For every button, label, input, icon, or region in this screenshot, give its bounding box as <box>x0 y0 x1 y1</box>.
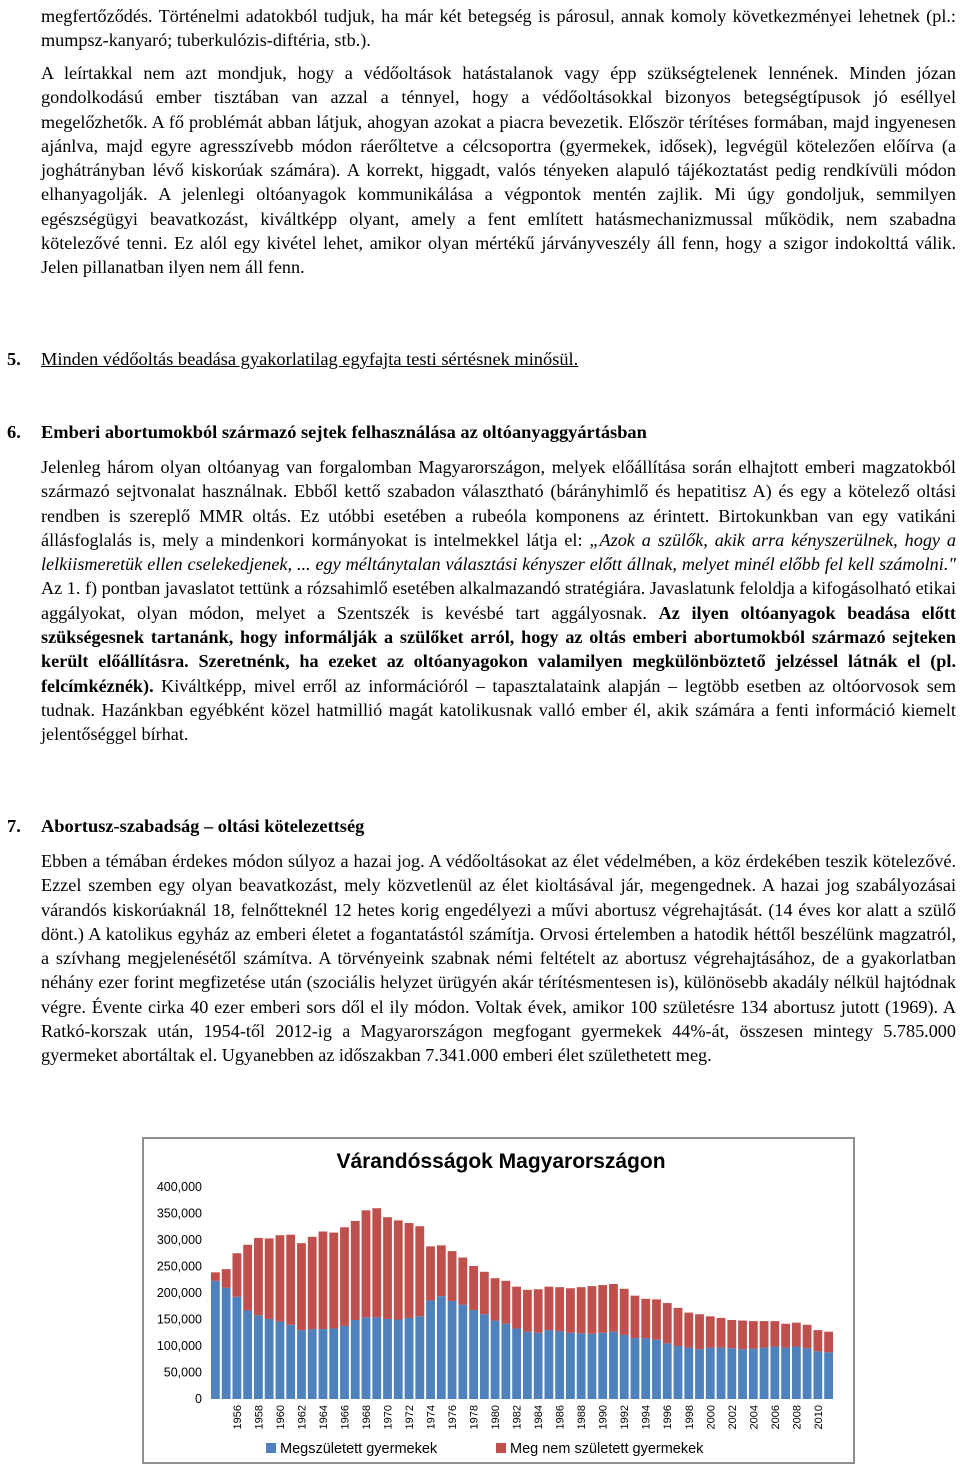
bar-segment <box>770 1347 779 1399</box>
bar-segment <box>286 1325 295 1399</box>
paragraph-intro: megfertőződés. Történelmi adatokból tudjuk, ha már két betegség is párosul, annak komoly következményei lehetnek (pl.: mumpsz-kanyaró; tuberkulózis-diftéria, stb.). <box>41 6 956 51</box>
bar-segment <box>781 1324 790 1348</box>
bar-segment <box>588 1334 597 1399</box>
bar-segment <box>405 1318 414 1399</box>
bar-segment <box>469 1266 478 1310</box>
bar-segment <box>523 1290 532 1332</box>
x-tick-label: 1964 <box>317 1405 330 1430</box>
x-tick-label: 1988 <box>576 1405 589 1430</box>
bar-segment <box>362 1317 371 1399</box>
bar-segment <box>641 1338 650 1399</box>
bar-segment <box>598 1333 607 1399</box>
section-title: Emberi abortumokból származó sejtek felhasználása az oltóanyaggyártásban <box>41 422 647 442</box>
bar-segment <box>555 1331 564 1399</box>
bold-statement: Az ilyen oltóanyagok beadása előtt szükségesnek tartanánk, hogy informálják a szülőket arról, hogy az oltás emberi abortumokból származó sejteken került előállításra. Szeretnénk, ha ezeket az oltóanyagokon valamilyen megkülönböztető jelzéssel látnák el (pl. felcímkéznék). <box>41 602 956 696</box>
bar-segment <box>415 1316 424 1399</box>
y-tick-label: 50,000 <box>163 1365 202 1380</box>
bar-segment <box>308 1329 317 1399</box>
bar-segment <box>706 1316 715 1347</box>
x-tick-label: 1998 <box>683 1405 696 1430</box>
x-tick-label: 1992 <box>619 1405 632 1430</box>
bar-segment <box>222 1288 231 1399</box>
bar-segment <box>781 1348 790 1399</box>
bar-segment <box>458 1305 467 1399</box>
bar-segment <box>426 1300 435 1399</box>
bar-segment <box>760 1321 769 1348</box>
bar-segment <box>469 1310 478 1399</box>
bar-segment <box>329 1329 338 1399</box>
bar-segment <box>351 1320 360 1399</box>
y-tick-label: 150,000 <box>156 1312 202 1327</box>
bar-segment <box>254 1315 263 1399</box>
section-title: Minden védőoltás beadása gyakorlatilag egyfajta testi sértésnek minősül. <box>41 349 579 369</box>
section-7-heading <box>7 814 364 838</box>
bar-segment <box>620 1335 629 1399</box>
x-tick-label: 1976 <box>447 1405 460 1430</box>
bar-segment <box>803 1348 812 1399</box>
x-tick-label: 1984 <box>533 1405 546 1430</box>
bar-segment <box>717 1318 726 1348</box>
bar-segment <box>738 1321 747 1350</box>
x-tick-label: 2006 <box>769 1405 782 1430</box>
bar-segment <box>512 1287 521 1329</box>
paragraph-section-7: Ebben a témában érdekes módon súlyoz a hazai jog. A védőoltásokat az élet védelmében, a köz érdekében teszik kötelezővé. Ezzel szemben egy olyan beavatkozást, mely közvetlenül az élet kioltásával jár, megengednek. A hazai jog szabályozásai várandós kiskorúaknál 18, felnőtteknél 12 hetes korig engedélyezi a művi abortusz végrehajtását. (14 éves kor alatt a szülő dönt.) A katolikus egyház az emberi életet a fogantatástól számítja. Orvosi értelemben a hatodik héttől beszélünk magzatról, a szívhang megjelenésétől számítva. A törvényeink szabnak némi feltételt az abortusz végrehajtásához, de a gyakorlatban néhány ezer forint megfizetése után (szociális helyzet ürügyén akár térítésmentesen is), különösebb akadály nélkül hajtódnak végre. Évente cirka 40 ezer emberi sors dől el ily módon. Voltak évek, amikor 100 születésre 134 abortusz jutott (1969). A Ratkó-korszak után, 1954-től 2012-ig a Magyarországon megfogant gyermekek 44%-át, összesen mintegy 5.785.000 gyermeket abortáltak el. Ugyanebben az időszakban 7.341.000 emberi élet születhetett meg. <box>41 851 956 1066</box>
x-tick-label: 1996 <box>662 1405 675 1430</box>
vatican-quote: „Azok a szülők, akik arra kényszerülnek, hogy a lelkiismeretük ellen cselekedjenek, ... egy méltánytalan választási kényszer előtt állnak, melyet minél előbb fel kell számolni." <box>41 529 956 575</box>
bar-segment <box>652 1340 661 1399</box>
bar-segment <box>448 1301 457 1399</box>
y-tick-label: 300,000 <box>156 1233 202 1247</box>
bar-segment <box>641 1299 650 1338</box>
y-axis <box>157 1180 202 1406</box>
bar-segment <box>232 1253 241 1296</box>
legend <box>266 1441 704 1457</box>
bar-segment <box>534 1289 543 1332</box>
bar-segment <box>760 1348 769 1399</box>
bar-segment <box>501 1281 510 1324</box>
bar-segment <box>663 1303 672 1343</box>
bar-segment <box>566 1333 575 1399</box>
bar-segment <box>415 1226 424 1316</box>
bar-segment <box>727 1348 736 1399</box>
bar-segment <box>254 1238 263 1315</box>
bar-segment <box>534 1333 543 1399</box>
x-tick-label: 1990 <box>597 1405 610 1430</box>
bar-segment <box>372 1317 381 1399</box>
bar-segment <box>598 1285 607 1333</box>
bar-segment <box>695 1314 704 1349</box>
bar-segment <box>383 1319 392 1399</box>
legend-label: Meg nem született gyermekek <box>510 1441 704 1457</box>
x-tick-label: 2010 <box>812 1405 825 1430</box>
bar-segment <box>501 1324 510 1399</box>
bar-segment <box>727 1320 736 1348</box>
x-tick-label: 1958 <box>253 1405 266 1430</box>
bar-segment <box>674 1346 683 1399</box>
bar-segment <box>362 1210 371 1317</box>
paragraph-vaccination-critique: A leírtakkal nem azt mondjuk, hogy a védőoltások hatástalanok vagy épp szükségtelenek lennének. Minden józan gondolkodású ember tisztában van azzal a ténnyel, hogy a védőoltásokkal bizonyos betegségtípusok jó eséllyel megelőzhetők. A fő problémát abban látjuk, ahogyan azokat a piacra bevezetik. Először térítéses formában, majd ingyenesen ajánlva, majd egyre agresszívebb módon ráerőltetve a célcsoportra (gyermekek, idősek), legvégül kötelezően előírva (a joghátrányban lévő kiskorúak számára). A korrekt, higgadt, valós tényeken alapuló tájékoztatást pedig rendkívüli módon elhanyagolják. A jelenlegi oltóanyagok kommunikálása a végpontok mentén zajlik. Mi úgy gondoljuk, semmilyen egészségügyi beavatkozást, kiváltképp olyant, amely a fent említett hatásmechanizmussal működik, nem szabadna kötelezővé tenni. Ez alól egy kivétel lehet, amikor olyan mértékű járványveszély áll fenn, hogy a szigor indokolttá válik. Jelen pillanatban ilyen nem áll fenn. <box>41 63 956 278</box>
bar-segment <box>480 1314 489 1399</box>
x-tick-label: 2002 <box>726 1405 739 1430</box>
bar-segment <box>631 1338 640 1399</box>
pregnancy-chart <box>142 1137 855 1464</box>
bar-segment <box>351 1221 360 1320</box>
bar-segment <box>297 1330 306 1399</box>
bar-segment <box>577 1287 586 1333</box>
paragraph-section-6 <box>41 455 956 747</box>
x-tick-label: 2000 <box>705 1405 718 1430</box>
text-run: Kiváltképp, mivel erről az információról – tapasztalataink alapján – legtöbb esetben az oltóorvosok sem tudnak. Hazánkban egyébként közel hatmillió magát katolikusnak valló ember él, akik számára a fenti információ kiemelt jelentőséggel bírhat. <box>41 675 956 745</box>
bar-segment <box>512 1329 521 1399</box>
legend-swatch <box>266 1443 276 1453</box>
bar-segment <box>394 1220 403 1319</box>
section-number: 5. <box>7 349 21 369</box>
bar-segment <box>308 1237 317 1329</box>
bar-segment <box>792 1323 801 1347</box>
bar-segment <box>803 1325 812 1348</box>
bar-segment <box>211 1272 220 1280</box>
bar-segment <box>609 1284 618 1332</box>
bar-segment <box>824 1332 833 1353</box>
bar-segment <box>674 1308 683 1346</box>
bar-segment <box>340 1326 349 1399</box>
bar-segment <box>319 1329 328 1399</box>
bar-segment <box>222 1269 231 1288</box>
bar-segment <box>340 1227 349 1326</box>
bar-segment <box>243 1310 252 1399</box>
bar-segment <box>792 1347 801 1399</box>
y-tick-label: 400,000 <box>156 1180 202 1194</box>
bar-segment <box>286 1235 295 1325</box>
bar-segment <box>243 1245 252 1311</box>
bar-segment <box>813 1330 822 1351</box>
bar-segment <box>276 1322 285 1399</box>
chart-title: Várandósságok Magyarországon <box>336 1150 666 1173</box>
bar-segment <box>631 1296 640 1338</box>
x-tick-label: 1956 <box>231 1405 244 1430</box>
bar-segment <box>372 1208 381 1317</box>
bar-segment <box>491 1321 500 1399</box>
y-tick-label: 350,000 <box>156 1206 202 1221</box>
bar-segment <box>480 1272 489 1314</box>
y-tick-label: 250,000 <box>156 1259 202 1274</box>
bar-segment <box>684 1313 693 1348</box>
x-tick-label: 1974 <box>425 1405 438 1430</box>
bar-segment <box>749 1349 758 1399</box>
bar-segment <box>717 1348 726 1399</box>
bar-segment <box>738 1349 747 1399</box>
text-run: Az 1. f) pontban javaslatot tettünk a rózsahimlő esetében alkalmazandó stratégiára. Javaslatunk feloldja a kifogásolható etikai aggályokat, olyan módon, melyet a Szentszék is kevésbé tart aggályosnak. <box>41 578 956 623</box>
x-tick-label: 1968 <box>361 1405 373 1430</box>
y-tick-label: 100,000 <box>156 1339 202 1353</box>
bar-segment <box>276 1235 285 1321</box>
bar-segment <box>824 1352 833 1399</box>
x-tick-label: 1962 <box>296 1405 309 1430</box>
bar-segment <box>684 1348 693 1399</box>
bar-segment <box>329 1233 338 1329</box>
bar-segment <box>448 1251 457 1301</box>
bar-segment <box>706 1348 715 1399</box>
bar-segment <box>265 1319 274 1399</box>
x-tick-label: 1970 <box>382 1405 395 1430</box>
bar-segment <box>319 1232 328 1330</box>
section-number: 6. <box>7 422 21 442</box>
x-tick-label: 2008 <box>791 1405 804 1430</box>
x-axis <box>232 1405 825 1429</box>
y-tick-label: 200,000 <box>156 1286 202 1300</box>
x-tick-label: 2004 <box>748 1405 761 1430</box>
section-title: Abortusz-szabadság – oltási kötelezettség <box>41 816 365 836</box>
bar-segment <box>770 1321 779 1346</box>
x-tick-label: 1972 <box>404 1405 417 1430</box>
x-tick-label: 1986 <box>554 1405 567 1430</box>
bar-segment <box>749 1321 758 1349</box>
bar-segment <box>620 1289 629 1335</box>
bar-segment <box>566 1288 575 1333</box>
bar-segment <box>265 1238 274 1319</box>
bar-segment <box>609 1332 618 1399</box>
bar-segment <box>663 1343 672 1399</box>
x-tick-label: 1960 <box>274 1405 287 1430</box>
chart-svg <box>144 1139 853 1462</box>
bar-segment <box>394 1320 403 1400</box>
text-run: Jelenleg három olyan oltóanyag van forgalomban Magyarországon, melyek előállítása során elhajtott emberi magzatokból származó sejtvonalat használnak. Ebből kettő szabadon választható (bárányhimlő és hepatitisz A) és egy a kötelező oltási rendben is szereplő MMR oltás. Ez utóbbi esetében a rubeóla komponens az érintett. Birtokunkban van egy vatikáni állásfoglalás is, mely a mindenkori kormányokat is intelmekkel látja el: <box>41 457 956 550</box>
bar-segment <box>695 1349 704 1399</box>
bar-segment <box>297 1243 306 1330</box>
x-tick-label: 1978 <box>468 1405 481 1430</box>
bars <box>211 1208 833 1399</box>
bar-segment <box>383 1217 392 1319</box>
x-tick-label: 1982 <box>511 1405 524 1430</box>
bar-segment <box>813 1351 822 1399</box>
bar-segment <box>577 1333 586 1399</box>
bar-segment <box>523 1332 532 1399</box>
section-number: 7. <box>7 816 21 836</box>
bar-segment <box>588 1286 597 1334</box>
bar-segment <box>555 1287 564 1331</box>
x-tick-label: 1994 <box>640 1405 653 1430</box>
section-6-heading <box>7 420 647 444</box>
x-tick-label: 1980 <box>490 1405 503 1430</box>
bar-segment <box>232 1297 241 1399</box>
bar-segment <box>652 1299 661 1339</box>
bar-segment <box>437 1296 446 1399</box>
bar-segment <box>426 1246 435 1300</box>
legend-swatch <box>496 1443 506 1453</box>
bar-segment <box>211 1281 220 1399</box>
bar-segment <box>458 1257 467 1304</box>
legend-label: Megszületett gyermekek <box>280 1441 438 1457</box>
bar-segment <box>491 1278 500 1320</box>
bar-segment <box>437 1245 446 1296</box>
bar-segment <box>544 1330 553 1399</box>
bar-segment <box>544 1287 553 1330</box>
section-5-heading <box>7 347 578 371</box>
bar-segment <box>405 1223 414 1318</box>
x-tick-label: 1966 <box>339 1405 352 1430</box>
y-tick-label: 0 <box>195 1392 202 1406</box>
